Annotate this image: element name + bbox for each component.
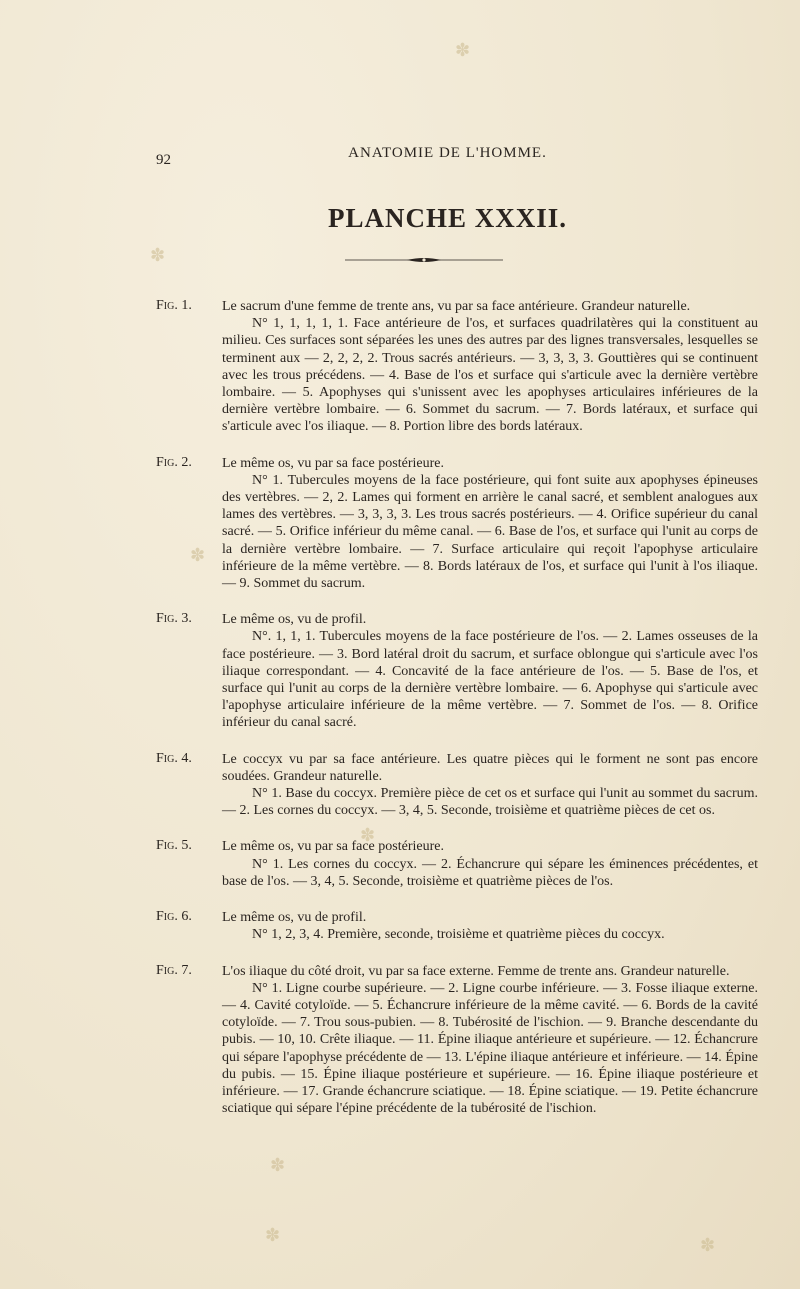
figure-entry xyxy=(156,751,758,820)
figure-label: Fig. 5. xyxy=(156,838,192,854)
figure-text xyxy=(222,455,758,593)
foxing-spot: ✽ xyxy=(190,545,206,565)
figure-description: N° 1. Tubercules moyens de la face postérieure, qui font suite aux apophyses épineuses des vertèbres. — 2, 2. Lames qui forment en arrière le canal sacré, et semblent analogues aux lames des vertèbres. — 3, 3, 3, 3. Les trous sacrés postérieurs. — 4. Orifice supérieur du canal sacré. — 5. Orifice inférieur du même canal. — 6. Base de l'os, et surface qui l'unit au corps de la dernière vertèbre lombaire. — 7. Surface articulaire qui reçoit l'apophyse articulaire inférieure de la même vertèbre. — 8. Bords latéraux de l'os, et surface qui l'unit à l'os iliaque. — 9. Sommet du sacrum. xyxy=(222,472,758,592)
figure-list xyxy=(156,298,758,1136)
figure-label: Fig. 6. xyxy=(156,909,192,925)
figure-entry xyxy=(156,909,758,943)
figure-text xyxy=(222,298,758,436)
foxing-spot: ✽ xyxy=(265,1225,281,1245)
figure-text xyxy=(222,751,758,820)
figure-description: N° 1. Les cornes du coccyx. — 2. Échancrure qui sépare les éminences précédentes, et base de l'os. — 3, 4, 5. Seconde, troisième et quatrième pièces de l'os. xyxy=(222,856,758,889)
figure-text xyxy=(222,963,758,1118)
figure-text xyxy=(222,611,758,731)
plate-title: PLANCHE XXXII. xyxy=(327,203,568,233)
figure-caption: Le même os, vu par sa face postérieure. xyxy=(222,839,444,855)
figure-entry xyxy=(156,838,758,890)
foxing-spot: ✽ xyxy=(150,245,166,265)
page-number: 92 xyxy=(156,152,171,168)
figure-label: Fig. 2. xyxy=(156,454,192,470)
foxing-spot: ✽ xyxy=(270,1155,286,1175)
figure-entry xyxy=(156,963,758,1118)
figure-label: Fig. 1. xyxy=(156,298,192,313)
figure-entry xyxy=(156,611,758,731)
figure-description: N° 1. Ligne courbe supérieure. — 2. Ligne courbe inférieure. — 3. Fosse iliaque externe. — 4. Cavité cotyloïde. — 5. Échancrure inférieure de la même cavité. — 6. Bords de la cavité cotyloïde. — 7. Trou sous-pubien. — 8. Tubérosité de l'ischion. — 9. Branche descendante du pubis. — 10, 10. Crête iliaque. — 11. Épine iliaque antérieure et supérieure. — 12. Échancrure qui sépare l'apophyse précédente de — 13. L'épine iliaque antérieure et inférieure. — 14. Épine du pubis. — 15. Épine iliaque postérieure et supérieure. — 16. Épine iliaque postérieure et inférieure. — 17. Grande échancrure sciatique. — 18. Épine sciatique. — 19. Petite échancrure sciatique qui sépare l'épine précédente de la tubérosité de l'ischion. xyxy=(222,980,758,1117)
figure-caption: Le même os, vu de profil. xyxy=(222,612,367,628)
figure-description: N°. 1, 1, 1. Tubercules moyens de la face postérieure de l'os. — 2. Lames osseuses de la face postérieure. — 3. Bord latéral droit du sacrum, et surface oblongue qui s'articule avec l'os iliaque correspondant. — 4. Concavité de la face antérieure de l'os. — 5. Base de l'os, et surface qui l'unit au corps de la dernière vertèbre lombaire. — 6. Apophyse qui s'articule avec l'apophyse articulaire inférieure de la même vertèbre. — 7. Sommet de l'os. — 8. Orifice inférieur du canal sacré. xyxy=(222,629,758,731)
figure-caption: Le coccyx vu par sa face antérieure. Les quatre pièces qui le forment ne sont pas encore soudées. Grandeur naturelle. xyxy=(222,751,758,784)
figure-description: N° 1, 1, 1, 1, 1. Face antérieure de l'os, et surfaces quadrilatères qui la constituent au milieu. Ces surfaces sont séparées les unes des autres par des lignes transversales, lesquelles se terminent aux — 2, 2, 2, 2. Trous sacrés antérieurs. — 3, 3, 3, 3. Gouttières qui se continuent avec les trous précédens. — 4. Base de l'os et surface qui s'articule avec la dernière vertèbre lombaire. — 5. Apophyses qui s'unissent avec les apophyses articulaires inférieures de la dernière vertèbre lombaire. — 6. Sommet du sacrum. — 7. Bords latéraux, et surface qui s'articule avec l'os iliaque. — 8. Portion libre des bords latéraux. xyxy=(222,316,758,435)
figure-description: N° 1, 2, 3, 4. Première, seconde, troisième et quatrième pièces du coccyx. xyxy=(252,927,665,943)
foxing-spot: ✽ xyxy=(455,40,471,60)
figure-description: N° 1. Base du coccyx. Première pièce de cet os et surface qui l'unit au sommet du sacrum. — 2. Les cornes du coccyx. — 3, 4, 5. Seconde, troisième et quatrième pièces de cet os. xyxy=(222,786,758,819)
foxing-spot: ✽ xyxy=(360,825,376,845)
figure-caption: Le même os, vu de profil. xyxy=(222,910,367,926)
foxing-spot: ✽ xyxy=(700,1235,716,1255)
figure-caption: Le même os, vu par sa face postérieure. xyxy=(222,455,444,471)
figure-entry xyxy=(156,455,758,593)
figure-entry xyxy=(156,298,758,436)
figure-text xyxy=(222,909,758,943)
figure-label: Fig. 4. xyxy=(156,750,192,766)
figure-caption: L'os iliaque du côté droit, vu par sa face externe. Femme de trente ans. Grandeur naturelle. xyxy=(222,963,730,979)
figure-label: Fig. 3. xyxy=(156,611,192,627)
ornamental-rule xyxy=(345,257,503,263)
figure-caption: Le sacrum d'une femme de trente ans, vu par sa face antérieure. Grandeur naturelle. xyxy=(222,299,691,314)
figure-text xyxy=(222,838,758,890)
running-title: ANATOMIE DE L'HOMME. xyxy=(348,145,547,161)
figure-label: Fig. 7. xyxy=(156,962,192,978)
